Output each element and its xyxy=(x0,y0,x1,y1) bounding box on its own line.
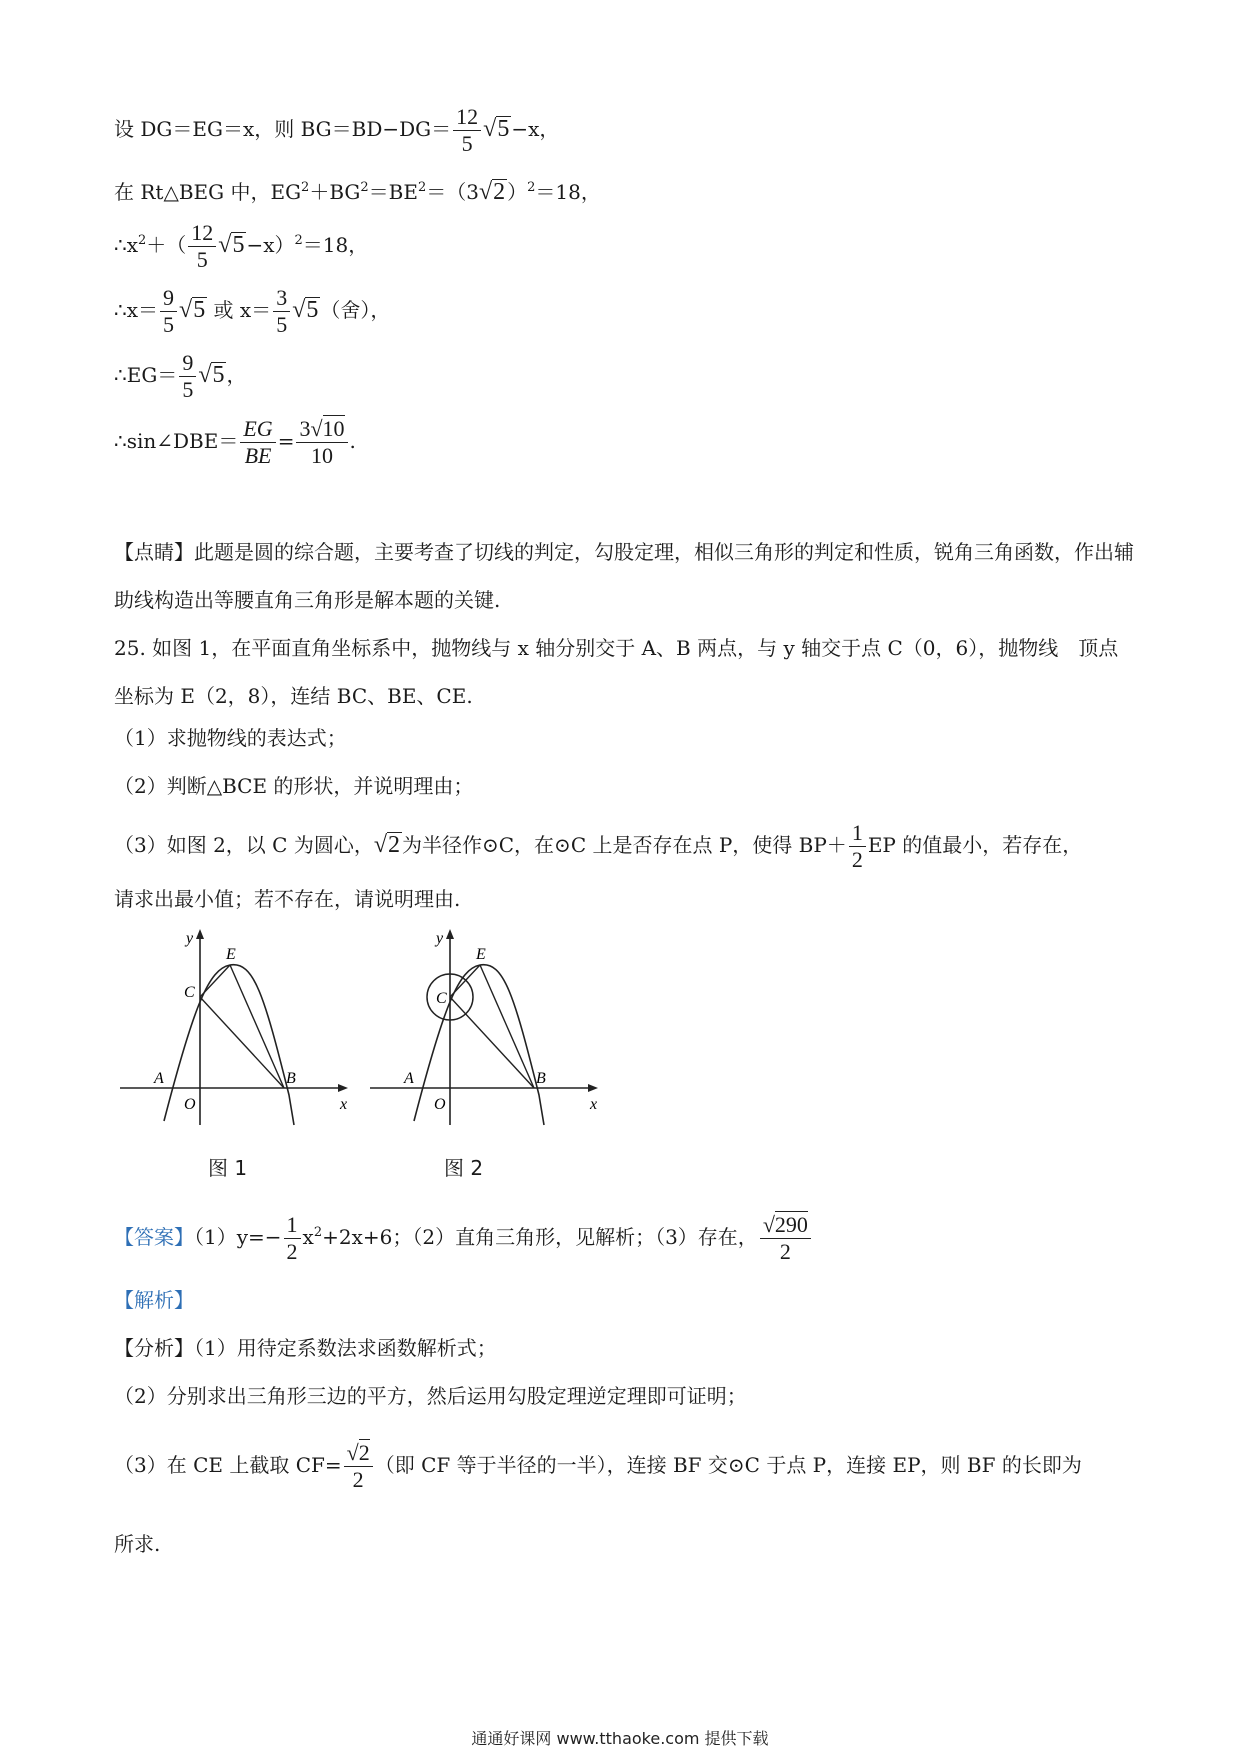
analysis-tag: 【解析】 xyxy=(114,1288,194,1312)
label-e: E xyxy=(226,946,236,963)
label-b: B xyxy=(286,1070,296,1087)
question-3: （3）如图 2，以 C 为圆心，√2 为半径作⊙C，在⊙C 上是否存在点 P，使得 BP＋ $\frac{1}{2}$ EP 的值最小，若存在， xyxy=(114,820,1083,872)
sqrt: √5 xyxy=(218,232,245,258)
label-o: O xyxy=(184,1096,196,1113)
fraction: $\frac{√290}{2}$ xyxy=(760,1212,811,1265)
sqrt: √5 xyxy=(483,116,510,142)
label-x: x xyxy=(590,1096,598,1113)
segment-ce xyxy=(200,965,230,997)
comment-paragraph: 【点睛】此题是圆的综合题，主要考查了切线的判定，勾股定理，相似三角形的判定和性质，锐角三角函数，作出辅助线构造出等腰直角三角形是解本题的关键. xyxy=(114,540,1134,612)
fraction: $\frac{EG}{BE}$ xyxy=(240,416,275,469)
fraction: $\frac{3√10}{10}$ xyxy=(296,416,347,469)
sqrt: √5 xyxy=(198,362,225,388)
segment-bc xyxy=(450,997,534,1088)
label-c: C xyxy=(184,984,195,1001)
solution-line-6: ∴sin∠DBE＝ $\frac{EG}{BE}$ = $\frac{3√10}{10}$ . xyxy=(114,416,356,468)
figure-2 xyxy=(364,925,604,1135)
answer-tag: 【答案】 xyxy=(114,1225,194,1249)
label-y: y xyxy=(436,930,444,947)
x-axis-arrow xyxy=(338,1084,348,1092)
label-e: E xyxy=(476,946,486,963)
answer-line: 【答案】（1）y=− $\frac{1}{2}$ $x^2+2x+6$；（2）直角三角形，见解析；（3）存在， $\frac{√290}{2}$ xyxy=(114,1212,813,1265)
fraction: $\frac{9}{5}$ xyxy=(160,285,177,338)
page-footer: 通通好课网 www.tthaoke.com 提供下载 xyxy=(471,1729,769,1748)
solution-line-1: 设 DG＝EG＝x，则 BG＝BD−DG＝ $\frac{12}{5}$ √5 −x， xyxy=(114,104,560,156)
analysis-line-3: （3）在 CE 上截取 CF= $\frac{√2}{2}$ （即 CF 等于半径的一半），连接 BF 交⊙C 于点 P，连接 EP，则 BF 的长即为 xyxy=(114,1440,1082,1492)
y-axis-arrow xyxy=(446,929,454,939)
fraction: $\frac{3}{5}$ xyxy=(273,285,290,338)
figure-2-svg xyxy=(364,925,604,1135)
fraction: $\frac{√2}{2}$ xyxy=(344,1440,373,1493)
fraction: $\frac{12}{5}$ xyxy=(453,104,481,157)
analysis-line-2: （2）分别求出三角形三边的平方，然后运用勾股定理逆定理即可证明； xyxy=(114,1384,747,1408)
problem-stem: 25. 如图 1，在平面直角坐标系中，抛物线与 x 轴分别交于 A、B 两点，与 y 轴交于点 C（0，6），抛物线 顶点坐标为 E（2，8），连结 BC、BE、CE. xyxy=(114,636,1119,708)
solution-line-4: ∴x＝ $\frac{9}{5}$ √5 或 x＝ $\frac{3}{5}$ √5 （舍）， xyxy=(114,285,391,337)
fraction: $\frac{1}{2}$ xyxy=(849,820,866,873)
y-axis-arrow xyxy=(196,929,204,939)
question-1: （1）求抛物线的表达式； xyxy=(114,726,347,750)
label-o: O xyxy=(434,1096,446,1113)
label-a: A xyxy=(404,1070,414,1087)
solution-line-2: 在 Rt△BEG 中，$EG^2+BG^2=BE^2=(3√2$ ）$^2$＝18， xyxy=(114,179,601,205)
sqrt: √2 xyxy=(373,832,400,858)
figure-1-caption: 图 1 xyxy=(208,1156,248,1180)
label-a: A xyxy=(154,1070,164,1087)
label-x: x xyxy=(340,1096,348,1113)
sqrt: √5 xyxy=(292,297,319,323)
segment-be xyxy=(230,965,284,1088)
fraction: $\frac{12}{5}$ xyxy=(188,220,216,273)
segment-be xyxy=(480,965,534,1088)
solution-line-5: ∴EG＝ $\frac{9}{5}$ √5 ， xyxy=(114,350,247,402)
figure-1-svg xyxy=(114,925,354,1135)
segment-ce xyxy=(450,965,480,997)
label-y: y xyxy=(186,930,194,947)
question-2: （2）判断△BCE 的形状，并说明理由； xyxy=(114,774,474,798)
sqrt: √5 xyxy=(179,297,206,323)
analysis-line-1: 【分析】（1）用待定系数法求函数解析式； xyxy=(114,1336,497,1360)
question-3-line-2: 请求出最小值；若不存在，请说明理由. xyxy=(114,887,461,911)
sqrt: √2 xyxy=(478,179,506,205)
label-c: C xyxy=(436,990,447,1007)
figure-1 xyxy=(114,925,354,1135)
figure-2-caption: 图 2 xyxy=(444,1156,484,1180)
analysis-line-4: 所求. xyxy=(114,1532,161,1556)
label-b: B xyxy=(536,1070,546,1087)
x-axis-arrow xyxy=(588,1084,598,1092)
solution-line-3: $\therefore x^2+$（ $\frac{12}{5}$ √5 −x）$^2$＝18， xyxy=(114,220,369,272)
fraction: $\frac{9}{5}$ xyxy=(179,350,196,403)
fraction: $\frac{1}{2}$ xyxy=(284,1212,301,1265)
segment-bc xyxy=(200,997,284,1088)
